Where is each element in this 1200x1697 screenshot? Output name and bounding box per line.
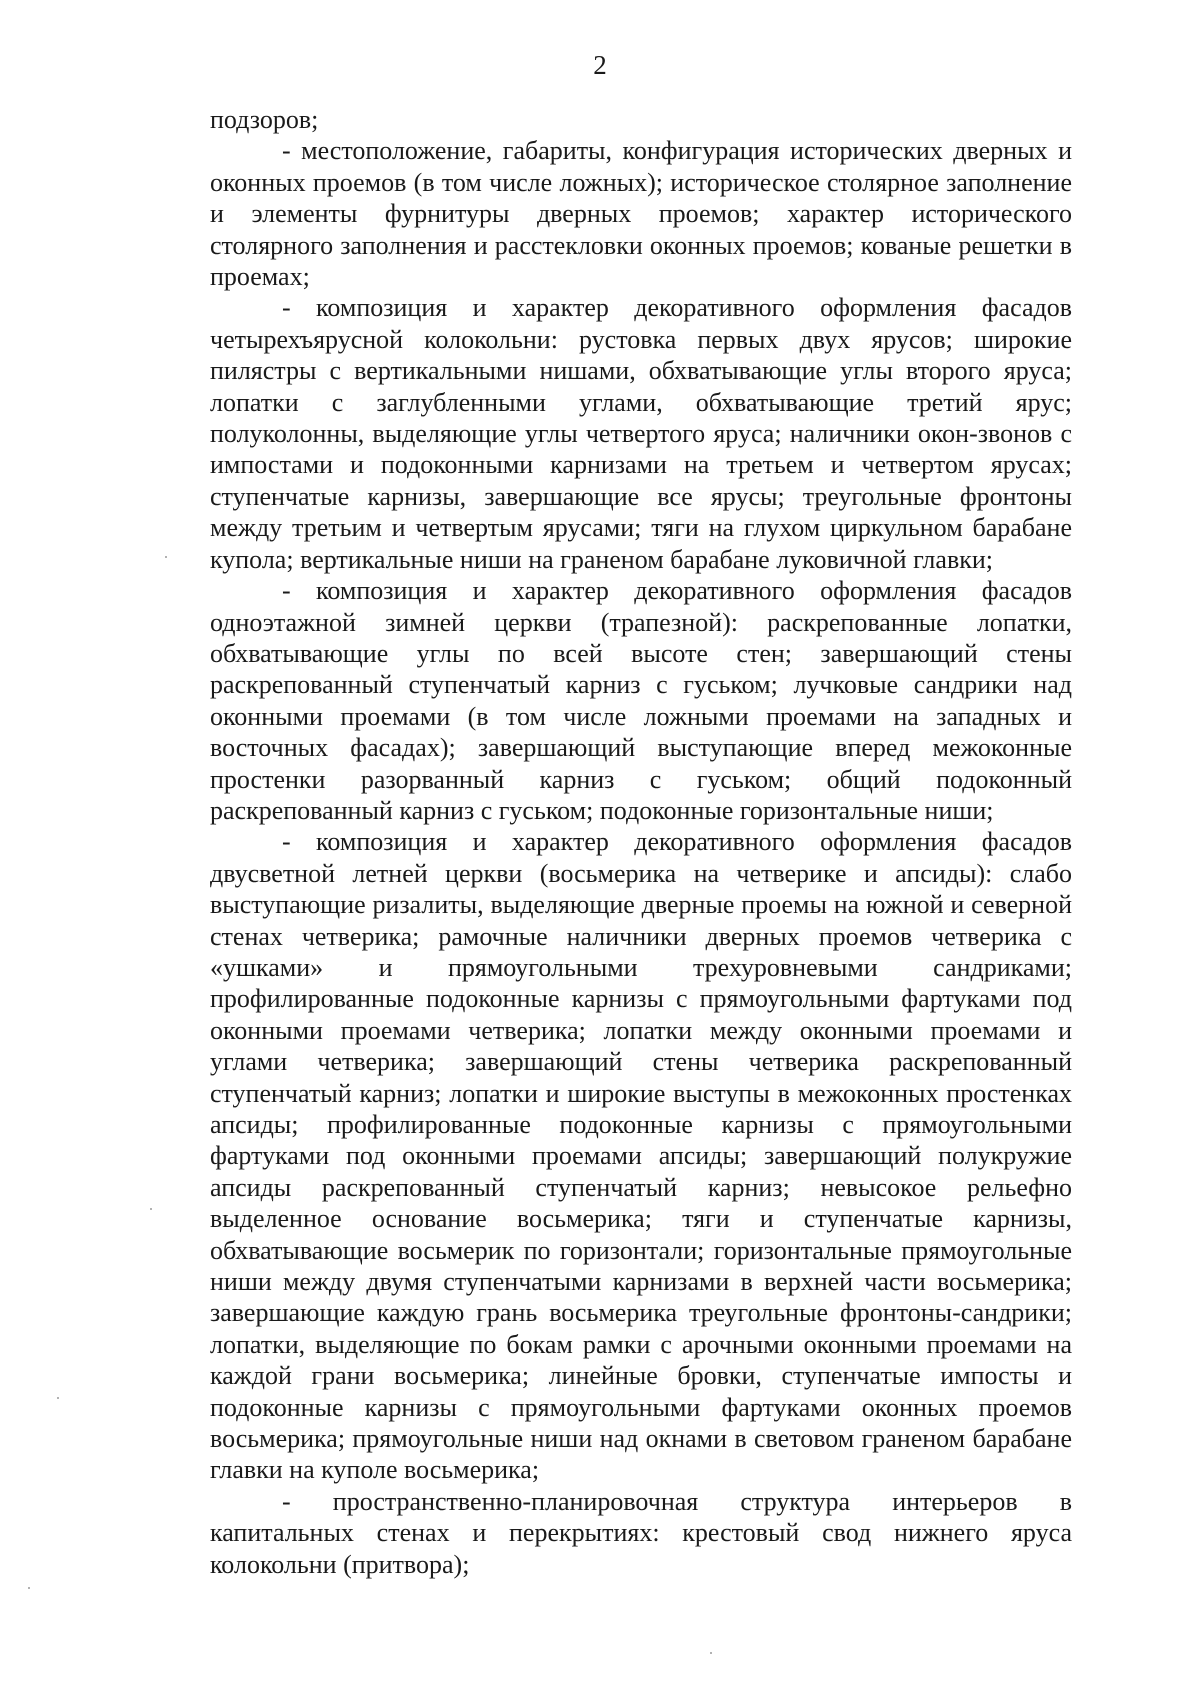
scan-speck bbox=[28, 1587, 30, 1589]
scan-speck bbox=[57, 1397, 59, 1399]
paragraph-openings: - местоположение, габариты, конфигурация исторических дверных и оконных проемов (в том числе ложных); историческое столярное заполнение и элементы фурнитуры дверных проемов; характер исторического столярного заполнения и расстекловки оконных проемов; кованые решетки в проемах; bbox=[210, 136, 1072, 292]
paragraph-interior-structure: - пространственно-планировочная структура интерьеров в капитальных стенах и перекрытиях: крестовый свод нижнего яруса колокольни (притвора); bbox=[210, 1486, 1072, 1579]
paragraph-winter-church-facades: - композиция и характер декоративного оформления фасадов одноэтажной зимней церкви (трапезной): раскрепованные лопатки, обхватывающие углы по всей высоте стен; завершающий стены раскрепованный ступенчатый карниз с гуськом; лучковые сандрики над оконными проемами (в том числе ложными проемами на западных и восточных фасадах); завершающий выступающие вперед межоконные простенки разорванный карниз с гуськом; общий подоконный раскрепованный карниз с гуськом; подоконные горизонтальные ниши; bbox=[210, 576, 1072, 825]
scan-speck bbox=[165, 556, 167, 558]
scan-speck bbox=[710, 1652, 712, 1654]
paragraph-summer-church-facades: - композиция и характер декоративного оформления фасадов двусветной летней церкви (восьмерика на четверике и апсиды): слабо выступающие ризалиты, выделяющие дверные проемы на южной и северной стенах четверика; рамочные наличники дверных проемов четверика с «ушками» и прямоугольными трехуровневыми сандриками; профилированные подоконные карнизы с прямоугольными фартуками под оконными проемами четверика; лопатки между оконными проемами и углами четверика; завершающий стены четверика раскрепованный ступенчатый карниз; лопатки и широкие выступы в межоконных простенках апсиды; профилированные подоконные карнизы с прямоугольными фартуками под оконными проемами апсиды; завершающий полукружие апсиды раскрепованный ступенчатый карниз; невысокое рельефно выделенное основание восьмерика; тяги и ступенчатые карнизы, обхватывающие восьмерик по горизонтали; горизонтальные прямоугольные ниши между двумя ступенчатыми карнизами в верхней части восьмерика; завершающие каждую грань восьмерика треугольные фронтоны-сандрики; лопатки, выделяющие по бокам рамки с арочными оконными проемами на каждой грани восьмерика; линейные бровки, ступенчатые импосты и подоконные карнизы с прямоугольными фартуками оконных проемов восьмерика; прямоугольные ниши над окнами в световом граненом барабане главки на куполе восьмерика; bbox=[210, 827, 1072, 1485]
document-body bbox=[210, 104, 1072, 1580]
scan-speck bbox=[150, 1208, 152, 1210]
paragraph-bell-tower-facades: - композиция и характер декоративного оформления фасадов четырехъярусной колокольни: рустовка первых двух ярусов; широкие пилястры с вертикальными нишами, обхватывающие углы второго яруса; лопатки с заглубленными углами, обхватывающие третий ярус; полуколонны, выделяющие углы четвертого яруса; наличники окон-звонов с импостами и подоконными карнизами на третьем и четвертом ярусах; ступенчатые карнизы, завершающие все ярусы; треугольные фронтоны между третьим и четвертым ярусами; тяги на глухом циркульном барабане купола; вертикальные ниши на граненом барабане луковичной главки; bbox=[210, 293, 1072, 574]
paragraph-continuation: подзоров; bbox=[210, 105, 319, 134]
page-number: 2 bbox=[593, 50, 607, 80]
